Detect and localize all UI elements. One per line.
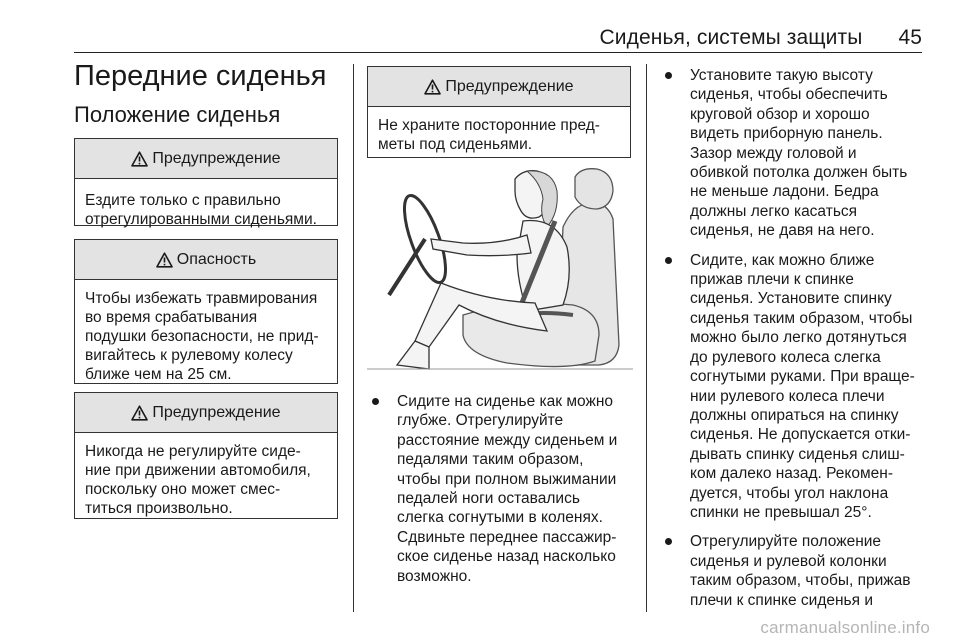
text-line: дуется, чтобы угол наклона [690, 484, 889, 502]
text-line: возможно. [397, 567, 472, 585]
text-line: ближе чем на 25 см. [85, 366, 232, 383]
text-line: подушки безопасности, не прид- [85, 328, 319, 345]
text-line: ние при движении автомобиля, [85, 462, 311, 479]
text-line: педалями таким образом, [397, 451, 584, 469]
text-line: дывать спинку сиденья слиш- [690, 445, 905, 463]
bullet-dot [665, 538, 672, 545]
text-line: сиденья. Установите спинку [690, 290, 892, 308]
instruction-list-middle [367, 392, 639, 586]
text-line: Не храните посторонние пред- [378, 117, 600, 134]
page-heading: Передние сиденья [74, 60, 327, 92]
list-item [660, 532, 940, 610]
danger-box [74, 239, 338, 384]
list-item [660, 251, 940, 523]
column-divider-right [646, 64, 647, 612]
text-line: не меньше ладони. Бедра [690, 183, 879, 201]
warning-box-2 [74, 392, 338, 519]
warning-box-header [75, 393, 337, 433]
warning-triangle-icon [424, 79, 441, 95]
driver-seated-position-illustration [367, 165, 633, 373]
text-line: таким образом, чтобы, прижав [690, 572, 911, 590]
warning-title: Предупреждение [152, 149, 281, 167]
text-line: Чтобы избежать травмирования [85, 290, 318, 307]
text-line: обивкой потолка должен быть [690, 164, 908, 182]
bullet-dot [372, 398, 379, 405]
text-line: сиденья. Не допускается отки- [690, 426, 911, 444]
bullet-dot [665, 257, 672, 264]
text-line: Установите такую высоту [690, 67, 873, 84]
text-line: во время срабатывания [85, 309, 258, 326]
danger-title: Опасность [176, 250, 257, 268]
warning-triangle-icon [131, 405, 148, 421]
text-line: чтобы при полном выжимании [397, 470, 617, 488]
header-rule [74, 52, 922, 53]
text-line: до рулевого колеса слегка [690, 348, 881, 366]
warning-title: Предупреждение [445, 77, 574, 95]
text-line: сиденья таким образом, чтобы [690, 309, 913, 327]
text-line: поскольку оно может смес- [85, 481, 281, 498]
warning-text [75, 433, 337, 518]
text-line: Ездите только с правильно [85, 192, 281, 209]
text-line: слегка согнутыми в коленях. [397, 509, 603, 527]
list-item [367, 392, 639, 586]
text-line: Сдвиньте переднее пассажир- [397, 528, 617, 546]
text-line: Сидите на сиденье как можно [397, 393, 614, 410]
text-line: спинки не превышал 25°. [690, 503, 872, 521]
text-line: прижав плечи к спинке [690, 271, 854, 289]
warning-triangle-icon [131, 151, 148, 167]
watermark: carmanualsonline.info [760, 618, 930, 637]
warning-box-header [75, 139, 337, 179]
warning-box-1 [74, 138, 338, 226]
danger-box-header [75, 240, 337, 280]
instruction-list-right [660, 66, 940, 610]
text-line: сиденья, не давя на него. [690, 222, 875, 240]
text-line: нии рулевого колеса плечи [690, 387, 885, 405]
text-line: ское сиденье назад насколько [397, 548, 616, 566]
warning-triangle-icon [156, 252, 173, 268]
warning-text [75, 179, 337, 229]
text-line: можно было легко дотянуться [690, 329, 907, 347]
text-line: должны легко касаться [690, 202, 858, 220]
page-number: 45 [898, 26, 922, 49]
text-line: глубже. Отрегулируйте [397, 412, 564, 430]
section-heading: Положение сиденья [74, 102, 281, 127]
text-line: вигайтесь к рулевому колесу [85, 347, 293, 364]
text-line: согнутыми руками. При враще- [690, 368, 915, 386]
bullet-dot [665, 72, 672, 79]
text-line: меты под сиденьями. [378, 136, 533, 153]
text-line: плечи к спинке сиденья и [690, 591, 873, 609]
running-header [600, 26, 922, 50]
text-line: ком далеко назад. Рекомен- [690, 465, 893, 483]
text-line: титься произвольно. [85, 500, 233, 517]
text-line: расстояние между сиденьем и [397, 431, 618, 449]
text-line: Никогда не регулируйте сиде- [85, 443, 301, 460]
text-line: Отрегулируйте положение [690, 533, 882, 551]
text-line: должны опираться на спинку [690, 406, 899, 424]
danger-text [75, 280, 337, 384]
text-line: круговой обзор и хорошо [690, 105, 870, 123]
text-line: видеть приборную панель. [690, 125, 883, 143]
list-item [660, 66, 940, 241]
text-line: Сидите, как можно ближе [690, 251, 875, 269]
warning-title: Предупреждение [152, 403, 281, 421]
warning-text [368, 107, 630, 154]
text-line: педалей ноги оставались [397, 490, 580, 508]
column-divider-left [353, 64, 354, 612]
text-line: Зазор между головой и [690, 144, 857, 162]
text-line: сиденья и рулевой колонки [690, 552, 887, 570]
section-title: Сиденья, системы защиты [599, 26, 863, 49]
text-line: сиденья, чтобы обеспечить [690, 86, 888, 104]
text-line: отрегулированными сиденьями. [85, 211, 317, 228]
warning-box-header [368, 67, 630, 107]
warning-box-3 [367, 66, 631, 158]
